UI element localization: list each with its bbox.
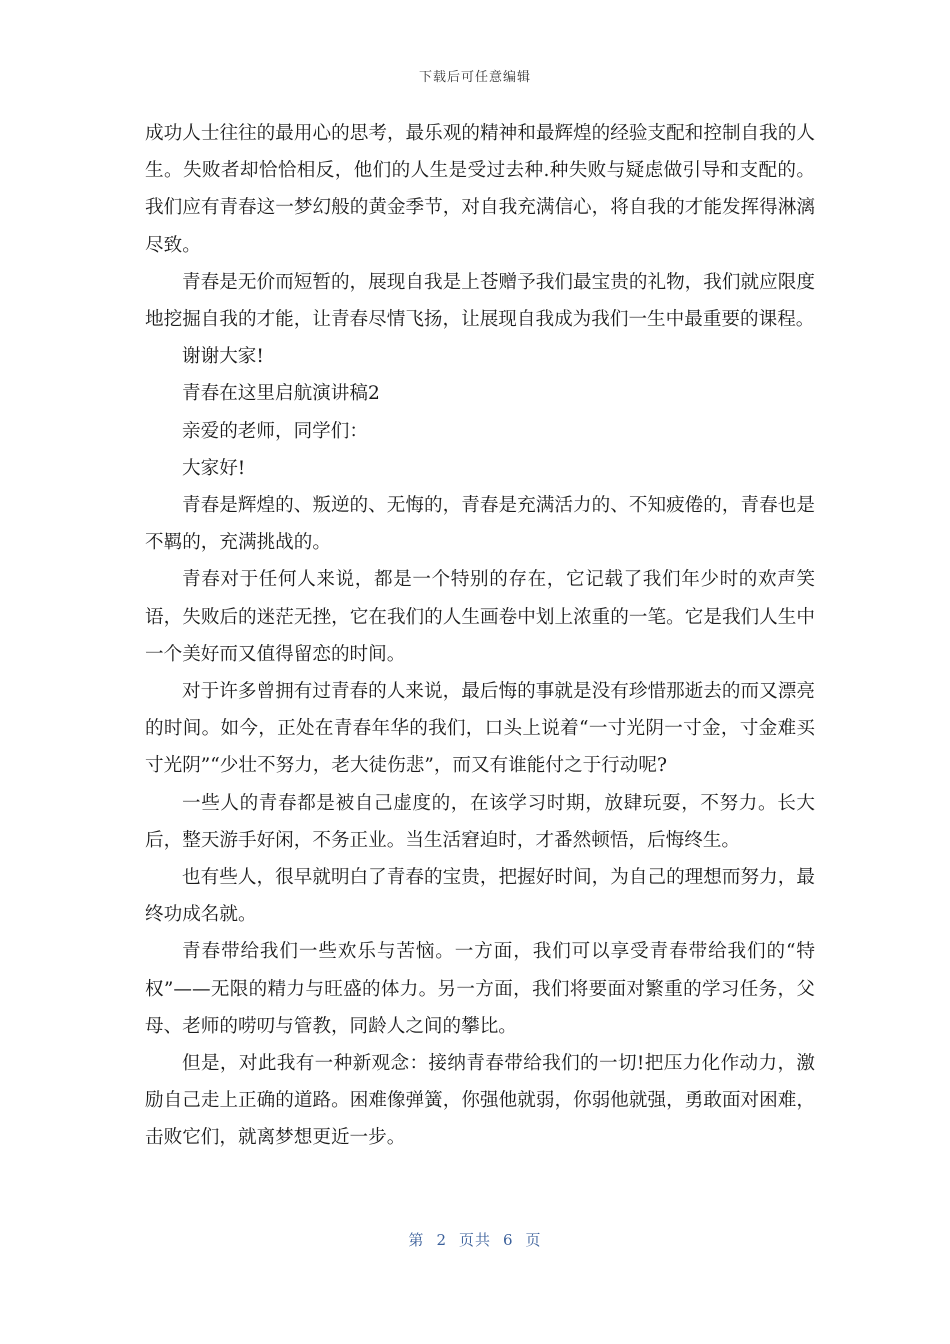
salutation: 亲爱的老师，同学们： [182,420,368,442]
page-footer [0,1229,950,1250]
page-number: 2 [436,1231,447,1249]
paragraph: 青春是辉煌的、叛逆的、无悔的，青春是充满活力的、不知疲倦的，青春也是不羁的，充满挑战的。 [145,495,815,554]
paragraph: 成功人士往往的最用心的思考，最乐观的精神和最辉煌的经验支配和控制自我的人生。失败者却恰恰相反，他们的人生是受过去种.种失败与疑虑做引导和支配的。我们应有青春这一梦幻般的黄金季节，对自我充满信心，将自我的才能发挥得淋漓尽致。 [145,123,815,256]
section-title: 青春在这里启航演讲稿2 [182,383,380,405]
paragraph: 青春带给我们一些欢乐与苦恼。一方面，我们可以享受青春带给我们的“特权”——无限的精力与旺盛的体力。另一方面，我们将要面对繁重的学习任务，父母、老师的唠叨与管教，同龄人之间的攀比。 [145,941,815,1037]
page-total: 6 [503,1231,514,1249]
paragraph: 谢谢大家! [182,346,264,368]
footer-prefix: 第 [408,1231,425,1249]
footer-middle: 页共 [458,1231,491,1249]
paragraph: 青春是无价而短暂的，展现自我是上苍赠予我们最宝贵的礼物，我们就应限度地挖掘自我的才能，让青春尽情飞扬，让展现自我成为我们一生中最重要的课程。 [145,271,815,331]
paragraph: 也有些人，很早就明白了青春的宝贵，把握好时间，为自己的理想而努力，最终功成名就。 [145,867,815,926]
paragraph: 对于许多曾拥有过青春的人来说，最后悔的事就是没有珍惜那逝去的而又漂亮的时间。如今，正处在青春年华的我们，口头上说着“一寸光阴一寸金，寸金难买寸光阴”“少壮不努力，老大徒伤悲”，而又有谁能付之于行动呢? [145,681,815,777]
paragraph: 一些人的青春都是被自己虚度的，在该学习时期，放肆玩耍，不努力。长大后，整天游手好闲，不务正业。当生活窘迫时，才番然顿悟，后悔终生。 [145,792,815,851]
body-text [145,115,815,1157]
paragraph: 青春对于任何人来说，都是一个特别的存在，它记载了我们年少时的欢声笑语，失败后的迷茫无挫，它在我们的人生画卷中划上浓重的一笔。它是我们人生中一个美好而又值得留恋的时间。 [145,569,815,665]
footer-suffix: 页 [525,1231,542,1249]
greeting: 大家好! [182,457,246,479]
paragraph: 但是，对此我有一种新观念：接纳青春带给我们的一切!把压力化作动力，激励自己走上正确的道路。困难像弹簧，你强他就弱，你弱他就强，勇敢面对困难，击败它们，就离梦想更近一步。 [145,1053,815,1149]
page-header: 下载后可任意编辑 [418,70,531,85]
